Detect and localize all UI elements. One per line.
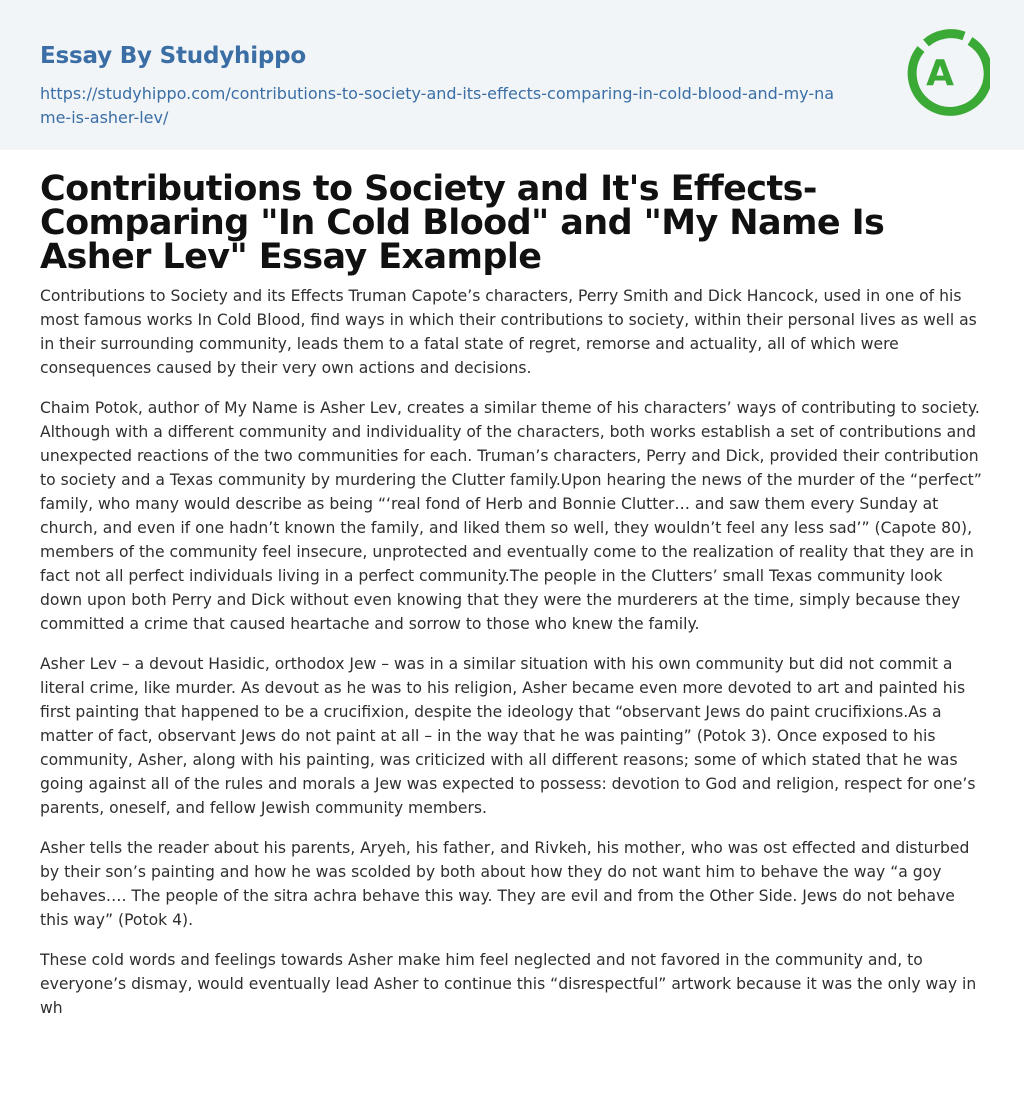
- paragraph: Asher Lev – a devout Hasidic, orthodox Jew – was in a similar situation with his own community but did not commit a literal crime, like murder. As devout as he was to his religion, Asher became even more devoted to art and painted his first painting that happened to be a crucifixion, despite the ideology that “observant Jews do paint crucifixions.As a matter of fact, observant Jews do not paint at all – in the way that he was painting” (Potok 3). Once exposed to his community, Asher, along with his painting, was criticized with all different reasons; some of which stated that he was going against all of the rules and morals a Jew was expected to possess: devotion to God and religion, respect for one’s parents, oneself, and fellow Jewish community members.: [40, 655, 976, 817]
- studyhippo-logo-icon[interactable]: [906, 27, 990, 117]
- page-title: Contributions to Society and It's Effects- Comparing "In Cold Blood" and "My Name Is Asher Lev" Essay Example: [40, 169, 885, 277]
- paragraph: Contributions to Society and its Effects Truman Capote’s characters, Perry Smith and Dick Hancock, used in one of his most famous works In Cold Blood, find ways in which their contributions to society, within their personal lives as well as in their surrounding community, leads them to a fatal state of regret, remorse and actuality, all of which were consequences caused by their very own actions and decisions.: [40, 287, 977, 377]
- logo-letter: A: [926, 53, 954, 94]
- site-header: [0, 0, 1024, 150]
- source-url-link[interactable]: https://studyhippo.com/contributions-to-society-and-its-effects-comparing-in-cold-blood-and-my-name-is-asher-lev/: [40, 84, 835, 127]
- paragraph: Asher tells the reader about his parents, Aryeh, his father, and Rivkeh, his mother, who was ost effected and disturbed by their son’s painting and how he was scolded by both about how they do not want him to behave the way “a goy behaves…. The people of the sitra achra behave this way. They are evil and from the Other Side. Jews do not behave this way” (Potok 4).: [40, 839, 970, 929]
- paragraph: These cold words and feelings towards Asher make him feel neglected and not favored in the community and, to everyone’s dismay, would eventually lead Asher to continue this “disrespectful” artwork because it was the only way in wh: [40, 951, 977, 1017]
- article-body: [40, 284, 985, 1036]
- paragraph: Chaim Potok, author of My Name is Asher Lev, creates a similar theme of his characters’ ways of contributing to society. Although with a different community and individuality of the characters, both works establish a set of contributions and unexpected reactions of the two communities for each. Truman’s characters, Perry and Dick, provided their contribution to society and a Texas community by murdering the Clutter family.Upon hearing the news of the murder of the “perfect” family, who many would describe as being “‘real fond of Herb and Bonnie Clutter… and saw them every Sunday at church, and even if one hadn’t known the family, and liked them so well, they wouldn’t feel any less sad’” (Capote 80), members of the community feel insecure, unprotected and eventually come to the realization of reality that they are in fact not all perfect individuals living in a perfect community.The people in the Clutters’ small Texas community look down upon both Perry and Dick without even knowing that they were the murderers at the time, simply because they committed a crime that caused heartache and sorrow to those who knew the family.: [40, 399, 982, 633]
- brand-title[interactable]: Essay By Studyhippo: [40, 43, 307, 69]
